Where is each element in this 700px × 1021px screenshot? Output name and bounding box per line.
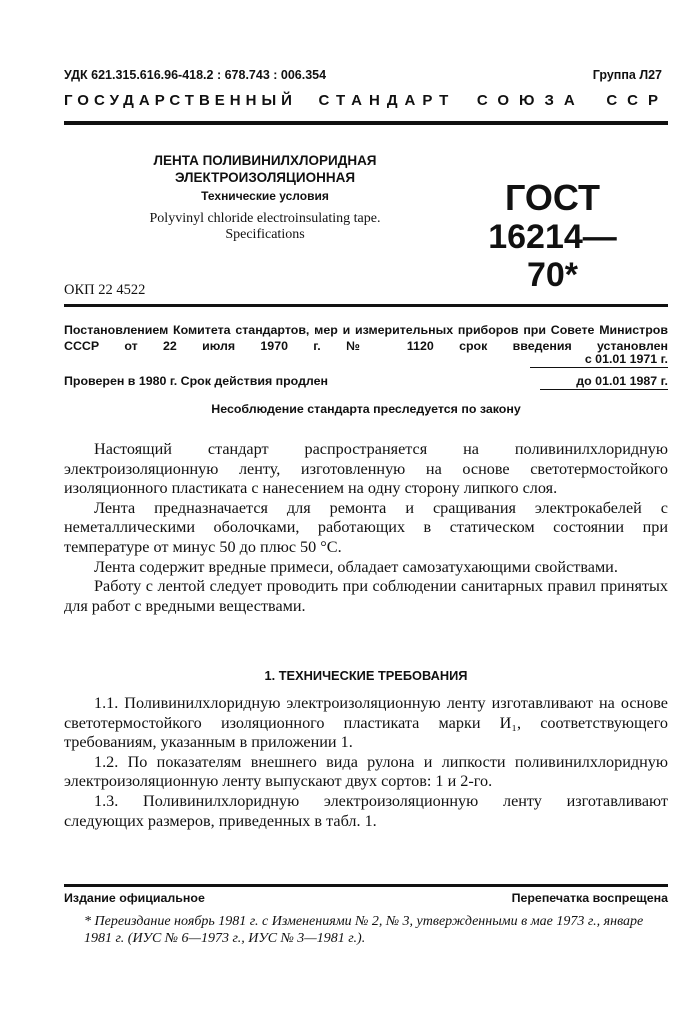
- section-heading: 1. ТЕХНИЧЕСКИЕ ТРЕБОВАНИЯ: [264, 668, 468, 683]
- title-ru-line2: ЭЛЕКТРОИЗОЛЯЦИОННАЯ: [174, 170, 356, 185]
- banner-word: СТАНДАРТ: [318, 92, 456, 109]
- state-standard-banner: [64, 92, 668, 109]
- edition-note: Издание официальное: [64, 891, 205, 905]
- okp-divider: [64, 304, 668, 307]
- banner-word: ССР: [606, 92, 668, 109]
- udk-code: УДК 621.315.616.96-418.2 : 678.743 : 006.354: [64, 68, 327, 82]
- intro-paragraph: Лента предназначается для ремонта и сращивания электрокабелей с неметаллическими оболочками, работающих в статическом состоянии при температуре от минус 50 до плюс 50 °С.: [64, 498, 668, 556]
- clause: 1.2. По показателям внешнего вида рулона и липкости поливинилхлоридную электроизоляционную ленту выпускают двух сортов: 1 и 2-го.: [64, 752, 668, 791]
- document-title: [110, 152, 420, 243]
- clause: 1.1. Поливинилхлоридную электроизоляционную ленту изготавливают на основе светотермостойкого изоляционного пластиката марки И₁, соответствующего требованиям, указанным в приложении 1.: [64, 694, 668, 752]
- gost-designation: [470, 178, 635, 294]
- group-code: Группа Л27: [592, 68, 662, 82]
- title-en-line1: Polyvinyl chloride electroinsulating tape.: [149, 211, 381, 226]
- okp-code: ОКП 22 4522: [64, 282, 146, 298]
- footnote: * Переиздание ноябрь 1981 г. с Изменениями № 2, № 3, утвержденными в мае 1973 г., январе 1981 г. (ИУС № 6—1973 г., ИУС № 3—1981 г.).: [84, 914, 644, 946]
- extended-date: до 01.01 1987 г.: [540, 374, 668, 390]
- decree-date-from: с 01.01 1971 г.: [530, 352, 668, 368]
- gost-number: 16214—70*: [488, 218, 617, 294]
- gost-label: ГОСТ: [504, 177, 601, 218]
- header-divider: [64, 121, 668, 125]
- section-body: [64, 694, 668, 831]
- violation-notice: Несоблюдение стандарта преследуется по закону: [211, 402, 521, 416]
- checked-text: Проверен в 1980 г. Срок действия продлен: [64, 374, 329, 388]
- footer-divider: [64, 884, 668, 887]
- decree-text: Постановлением Комитета стандартов, мер и измерительных приборов при Совете Министров СССР от 22 июля 1970 г. № 1120 срок введения установлен: [64, 323, 668, 353]
- title-ru-subtitle: Технические условия: [201, 189, 329, 203]
- intro-paragraph: Работу с лентой следует проводить при соблюдении санитарных правил принятых для работ с вредными веществами.: [64, 577, 668, 615]
- reprint-note: Перепечатка воспрещена: [511, 891, 668, 905]
- intro-text: [64, 440, 668, 616]
- title-en-line2: Specifications: [225, 227, 305, 242]
- banner-word: ГОСУДАРСТВЕННЫЙ: [64, 92, 297, 109]
- intro-paragraph: Лента содержит вредные примеси, обладает самозатухающими свойствами.: [94, 557, 618, 576]
- banner-word: СОЮЗА: [476, 92, 585, 109]
- clause: 1.3. Поливинилхлоридную электроизоляционную ленту изготавливают следующих размеров, приведенных в табл. 1.: [64, 791, 668, 830]
- intro-paragraph: Настоящий стандарт распространяется на поливинилхлоридную электроизоляционную ленту, изготовленную на основе светотермостойкого изоляционного пластиката с нанесением на одну сторону липкого слоя.: [64, 440, 668, 498]
- title-ru-line1: ЛЕНТА ПОЛИВИНИЛХЛОРИДНАЯ: [153, 153, 377, 168]
